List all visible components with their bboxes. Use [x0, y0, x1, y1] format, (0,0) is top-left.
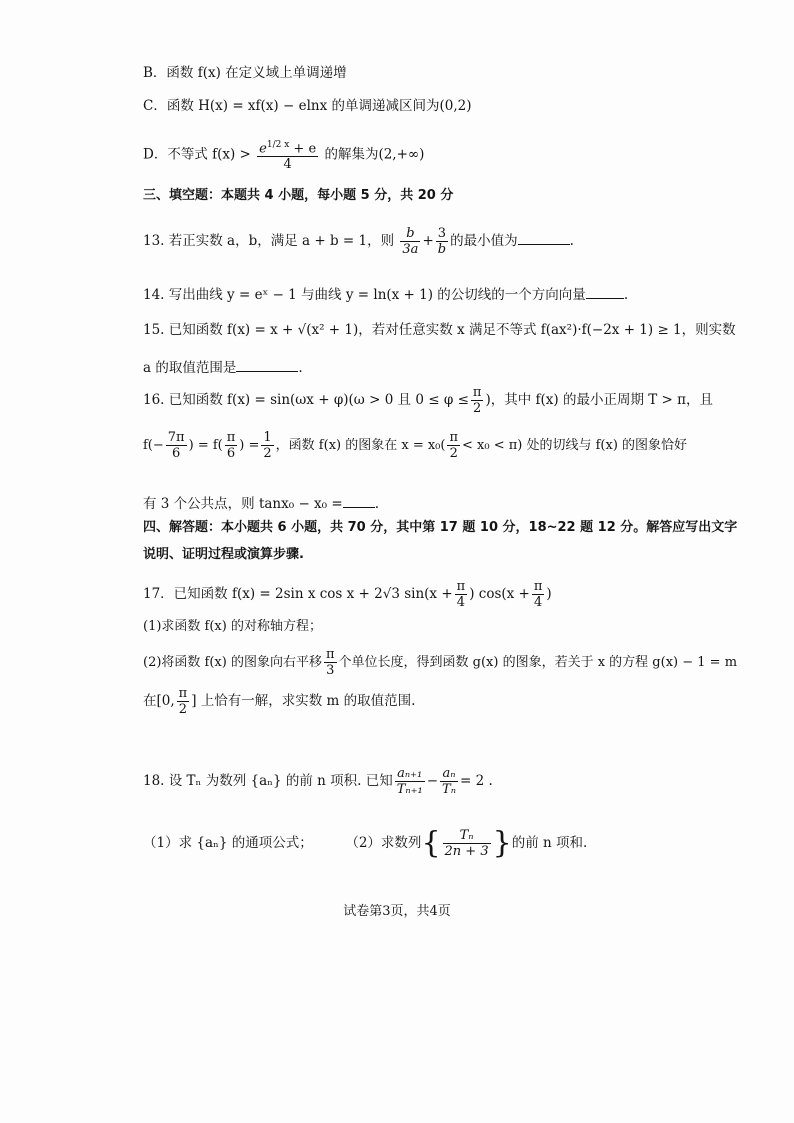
answer-blank: [236, 357, 298, 372]
question-16-line-3: 有 3 个公共点，则 tanx₀ − x₀ = .: [143, 493, 379, 513]
question-17-part-2-cont: 在[0, $\frac{\pi}{2}$ ] 上恰有一解，求实数 m 的取值范围.: [143, 686, 416, 717]
question-18-parts: （1）求 {aₙ} 的通项公式； （2）求数列{ $\frac{\text{Tₙ}}{2n + 3}$ }的前 n 项和.: [143, 825, 588, 861]
option-c: C．函数 H(x) = xf(x) − elnx 的单调递减区间为(0,2): [143, 98, 472, 114]
question-14: 14. 写出曲线 y = eˣ − 1 与曲线 y = ln(x + 1) 的公切线的一个方向向量 .: [143, 284, 628, 304]
question-17-part-1: (1)求函数 f(x) 的对称轴方程；: [143, 619, 322, 634]
question-18: 18. 设 Tₙ 为数列 {aₙ} 的前 n 项积. 已知 $\frac{\text{aₙ₊₁}}{\text{Tₙ₊₁}}$ − $\frac{\text{aₙ}}{\text{Tₙ}}$ = 2 .: [143, 766, 493, 797]
question-15-line-1: 15. 已知函数 f(x) = x + √(x² + 1)，若对任意实数 x 满足不等式 f(ax²)·f(−2x + 1) ≥ 1，则实数: [143, 322, 736, 338]
section-4-heading-cont: 说明、证明过程或演算步骤.: [143, 547, 304, 562]
question-15-line-2: a 的取值范围是 .: [143, 357, 303, 377]
option-b: B．函数 f(x) 在定义域上单调递增: [143, 65, 347, 81]
option-d-suffix: 的解集为(2,+∞): [324, 146, 425, 163]
question-17: 17．已知函数 f(x) = 2sin x cos x + 2√3 sin(x + $\frac{\pi}{4}$ ) cos(x + $\frac{\pi}{4}$ ): [143, 579, 552, 610]
option-d-prefix: D．不等式 f(x) >: [143, 146, 251, 163]
option-d-fraction: $\frac{e^{1/2 x} + e}{4}$: [259, 140, 317, 173]
answer-blank: [586, 284, 624, 299]
option-d: [143, 138, 424, 176]
question-16-line-1: 16. 已知函数 f(x) = sin(ωx + φ)(ω > 0 且 0 ≤ φ ≤ $\frac{\pi}{2}$ )，其中 f(x) 的最小正周期 T > π，且: [143, 385, 714, 416]
section-3-heading: 三、填空题：本题共 4 小题，每小题 5 分，共 20 分: [143, 188, 454, 203]
section-4-heading: 四、解答题：本小题共 6 小题，共 70 分，其中第 17 题 10 分，18~22 题 12 分。解答应写出文字: [143, 520, 738, 535]
question-13: 13. 若正实数 a，b，满足 a + b = 1，则 $\frac{b}{3a}$ + $\frac{3}{b}$ 的最小值为 .: [143, 226, 574, 257]
page-footer: 试卷第3页，共4页: [343, 904, 451, 919]
answer-blank: [343, 493, 375, 508]
question-17-part-2: (2)将函数 f(x) 的图象向右平移 $\frac{\pi}{3}$ 个单位长度，得到函数 g(x) 的图象，若关于 x 的方程 g(x) − 1 = m: [143, 647, 738, 678]
answer-blank: [518, 230, 570, 245]
question-16-line-2: f(− $\frac{7\pi}{6}$ ) = f( $\frac{\pi}{6}$ ) = $\frac{1}{2}$ ，函数 f(x) 的图象在 x = x₀( $\frac{\pi}{2}$ < x₀ < π) 处的切线与 f(x) 的图象恰好: [143, 430, 688, 461]
